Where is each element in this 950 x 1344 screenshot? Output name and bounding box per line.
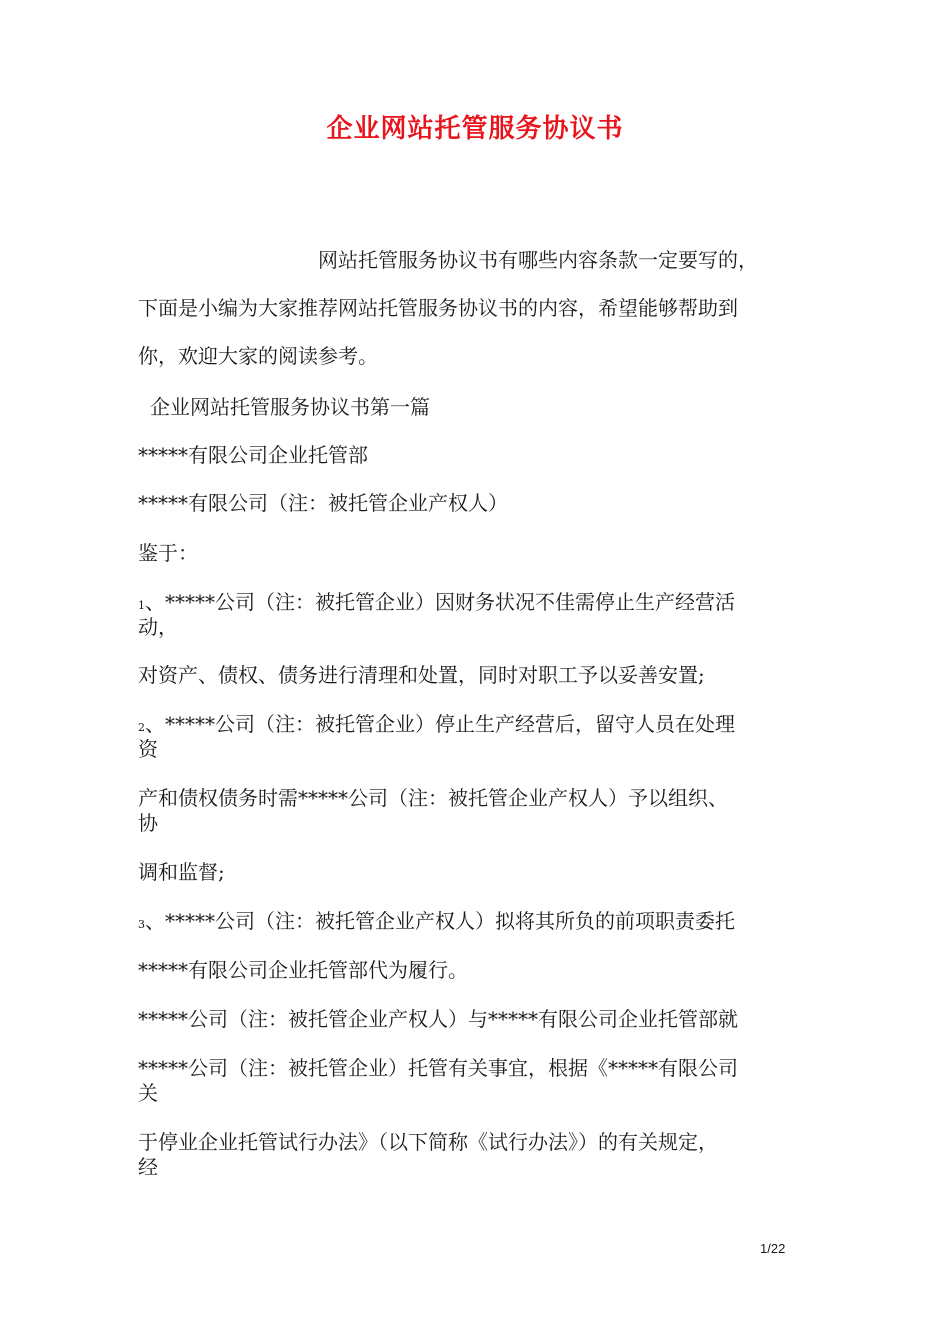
whereas-label: 鉴于： xyxy=(138,541,198,565)
item-2-line-2: 产和债权债务时需*****公司（注：被托管企业产权人）予以组织、 xyxy=(138,786,728,810)
document-title: 企业网站托管服务协议书 xyxy=(326,114,624,144)
closing-line-2: *****公司（注：被托管企业）托管有关事宜，根据《*****有限公司 xyxy=(138,1056,738,1080)
item-2-number: 2 xyxy=(138,721,145,734)
item-1-number: 1 xyxy=(138,599,145,612)
item-2-line-3: 调和监督; xyxy=(138,860,225,884)
item-2-wrap-2: 协 xyxy=(138,811,158,835)
closing-line-1: *****公司（注：被托管企业产权人）与*****有限公司企业托管部就 xyxy=(138,1007,738,1031)
section-heading: 企业网站托管服务协议书第一篇 xyxy=(150,395,430,419)
intro-line-3: 你，欢迎大家的阅读参考。 xyxy=(138,344,378,368)
closing-line-3: 于停业企业托管试行办法》（以下简称《试行办法》）的有关规定， xyxy=(138,1130,718,1154)
closing-wrap-3: 经 xyxy=(138,1155,158,1179)
intro-line-1: 网站托管服务协议书有哪些内容条款一定要写的， xyxy=(318,248,758,272)
item-3-text: 、*****公司（注：被托管企业产权人）拟将其所负的前项职责委托 xyxy=(145,909,735,933)
party-a-line: *****有限公司企业托管部 xyxy=(138,443,368,467)
closing-wrap-2: 关 xyxy=(138,1081,158,1105)
item-1-wrap: 动， xyxy=(138,615,178,639)
item-1-line-2: 对资产、债权、债务进行清理和处置，同时对职工予以妥善安置; xyxy=(138,663,705,687)
item-3-number: 3 xyxy=(138,918,145,931)
item-2-text: 、*****公司（注：被托管企业）停止生产经营后，留守人员在处理 xyxy=(145,712,735,736)
intro-line-2: 下面是小编为大家推荐网站托管服务协议书的内容，希望能够帮助到 xyxy=(138,296,738,320)
item-3-line-1 xyxy=(138,908,828,938)
item-1-text: 、*****公司（注：被托管企业）因财务状况不佳需停止生产经营活 xyxy=(145,590,735,614)
party-b-line: *****有限公司（注：被托管企业产权人） xyxy=(138,491,508,515)
item-2-wrap-1: 资 xyxy=(138,737,158,761)
item-3-line-2: *****有限公司企业托管部代为履行。 xyxy=(138,958,468,982)
page-number: 1/22 xyxy=(760,1241,786,1256)
